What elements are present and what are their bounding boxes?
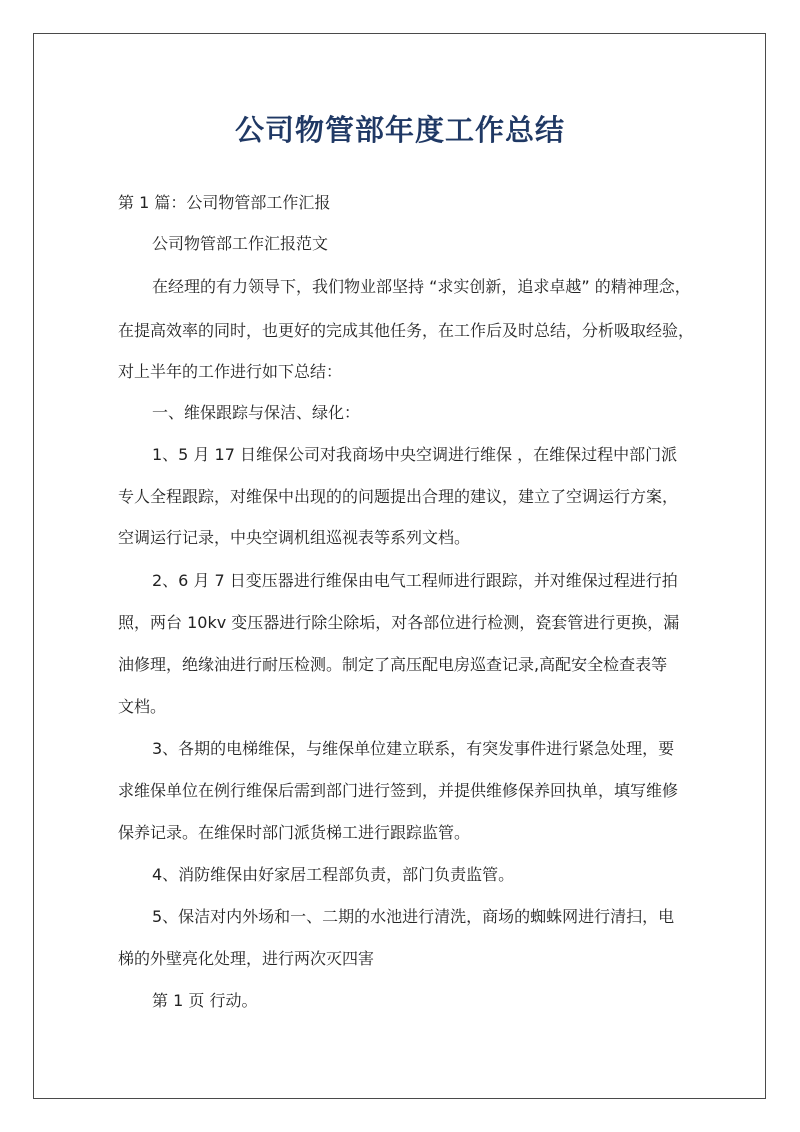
paragraph-line: 专人全程跟踪，对维保中出现的的问题提出合理的建议，建立了空调运行方案， [118,487,679,506]
paragraph-line: 3、各期的电梯维保，与维保单位建立联系，有突发事件进行紧急处理，要 [152,739,675,758]
paragraph-line: 1、5 月 17 日维保公司对我商场中央空调进行维保 ，在维保过程中部门派 [152,445,678,464]
paragraph-line: 2、6 月 7 日变压器进行维保由电气工程师进行跟踪，并对维保过程进行拍 [152,571,678,590]
paragraph-line: 在经理的有力领导下，我们物业部坚持 “求实创新，追求卓越” 的精神理念， [152,277,691,296]
subtitle: 公司物管部工作汇报范文 [152,234,329,253]
paragraph-line: 5、保洁对内外场和一、二期的水池进行清洗，商场的蜘蛛网进行清扫，电 [152,907,675,926]
list-heading: 一、维保跟踪与保洁、绿化： [152,403,361,422]
paragraph-line: 梯的外壁亮化处理，进行两次灭四害 [118,949,375,968]
paragraph-line: 保养记录。在维保时部门派货梯工进行跟踪监管。 [118,823,471,842]
section-heading: 第 1 篇：公司物管部工作汇报 [118,193,331,212]
paragraph-line: 求维保单位在例行维保后需到部门进行签到，并提供维修保养回执单，填写维修 [118,781,679,800]
paragraph-line: 在提高效率的同时，也更好的完成其他任务，在工作后及时总结，分析吸取经验， [118,321,695,340]
paragraph-line: 对上半年的工作进行如下总结： [118,362,343,381]
paragraph-line: 空调运行记录，中央空调机组巡视表等系列文档。 [118,528,471,547]
page-number: 第 1 页 行动。 [152,991,258,1010]
paragraph-line: 照，两台 10kv 变压器进行除尘除垢，对各部位进行检测，瓷套管进行更换，漏 [118,613,680,632]
paragraph-line: 油修理，绝缘油进行耐压检测。制定了高压配电房巡查记录,高配安全检查表等 [118,655,668,674]
paragraph-line: 文档。 [118,697,167,716]
document-title: 公司物管部年度工作总结 [234,113,565,147]
paragraph-line: 4、消防维保由好家居工程部负责，部门负责监管。 [152,865,515,884]
